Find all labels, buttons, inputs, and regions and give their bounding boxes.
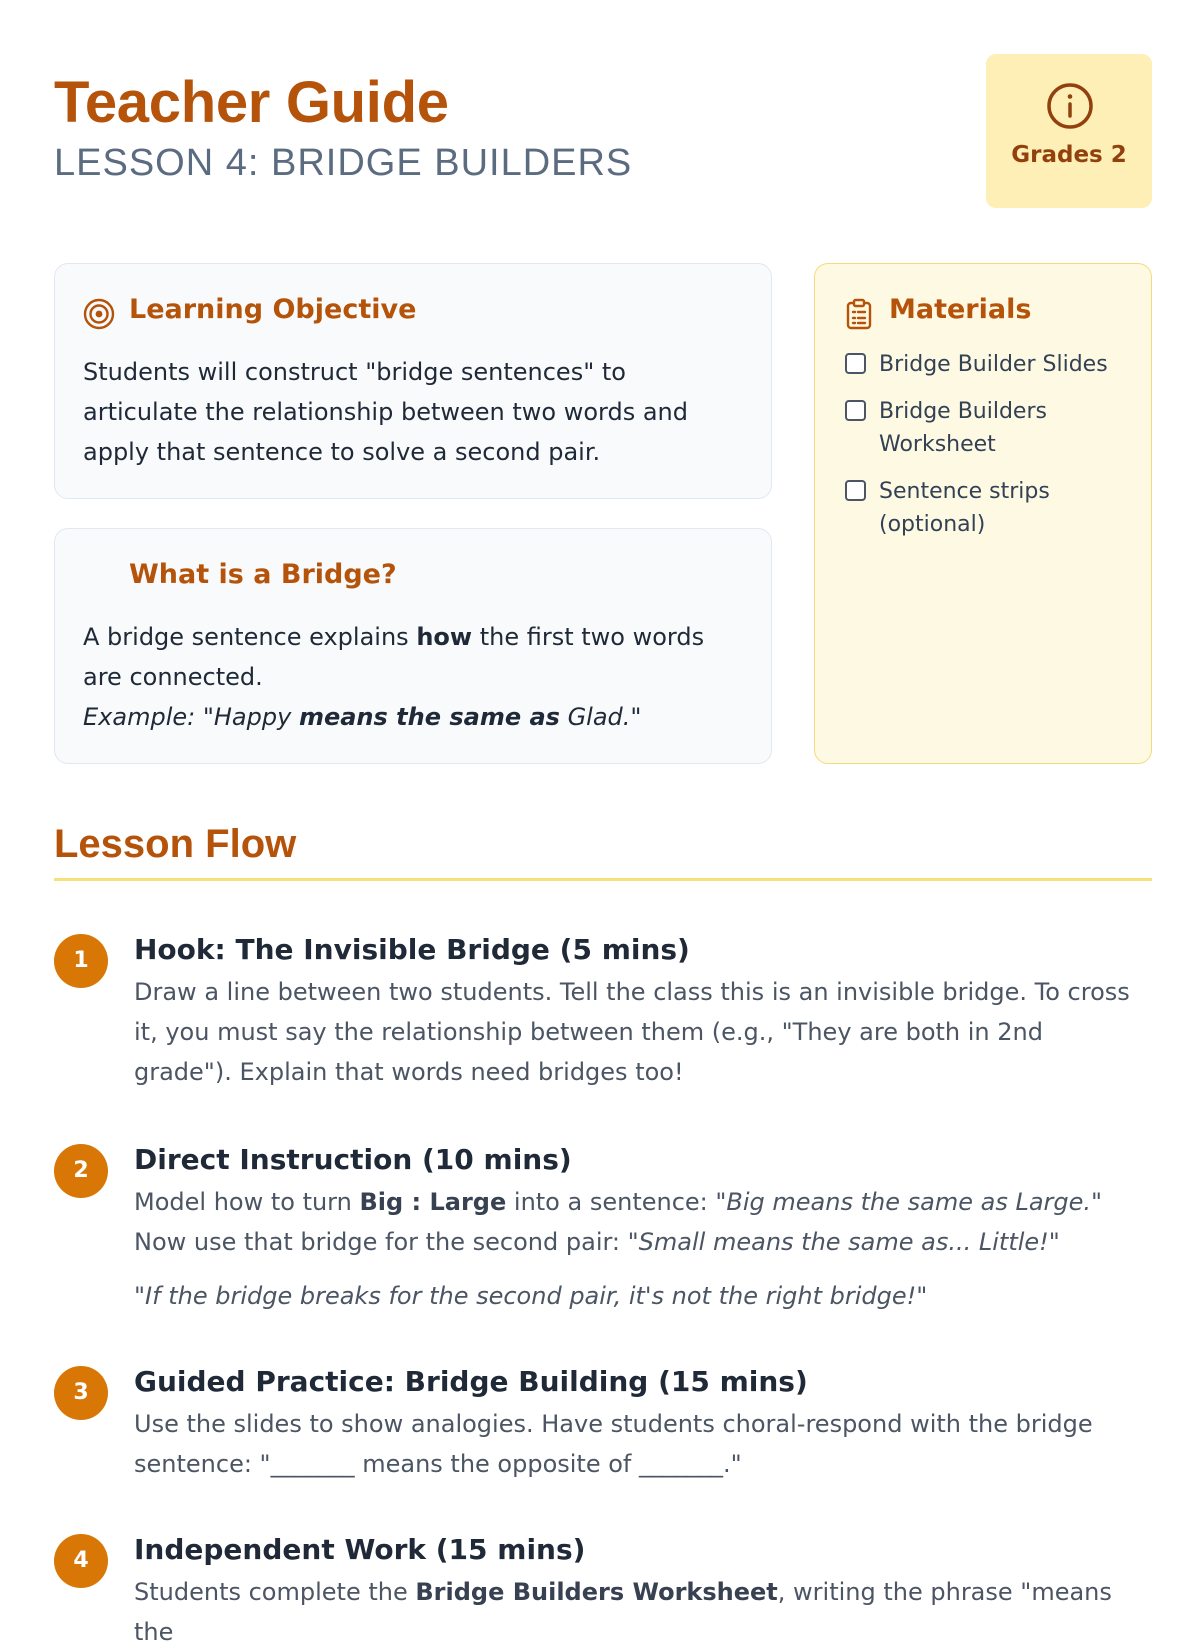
- teacher-guide-page: [54, 0, 1152, 1646]
- info-icon: [1046, 82, 1094, 130]
- material-label: Sentence strips (optional): [879, 479, 1050, 537]
- step-number-badge: 4: [54, 1534, 108, 1588]
- step-title: Direct Instruction (10 mins): [134, 1143, 572, 1176]
- materials-list: [843, 348, 1143, 555]
- material-checkbox[interactable]: [845, 400, 866, 421]
- step-bold-word: Large: [429, 1188, 507, 1216]
- material-item: [843, 348, 1143, 381]
- bridge-text-start: A bridge sentence explains: [83, 623, 417, 651]
- step-title: Independent Work (15 mins): [134, 1533, 586, 1566]
- bridge-example-start: Example: "Happy: [83, 703, 299, 731]
- step-example: "Big means the same as Large.": [715, 1188, 1103, 1216]
- step-text: Model how to turn: [134, 1188, 360, 1216]
- clipboard-icon: [843, 298, 875, 330]
- step-text: into a sentence:: [506, 1188, 716, 1216]
- what-is-bridge-card: [54, 528, 772, 764]
- step-quote: "If the bridge breaks for the second pair, it's not the right bridge!": [134, 1282, 928, 1310]
- material-item: [843, 475, 1143, 541]
- materials-card: [814, 263, 1152, 764]
- grade-badge: [986, 54, 1152, 208]
- step-title: Hook: The Invisible Bridge (5 mins): [134, 933, 690, 966]
- material-checkbox[interactable]: [845, 480, 866, 501]
- learning-objective-heading: Learning Objective: [129, 294, 417, 325]
- bridge-text-end: the first two words are connected.: [83, 623, 705, 691]
- step-number-badge: 3: [54, 1366, 108, 1420]
- what-is-bridge-heading: What is a Bridge?: [129, 559, 397, 590]
- step-text: Now use that bridge for the second pair:: [134, 1228, 628, 1256]
- lesson-flow-heading: Lesson Flow: [54, 822, 297, 866]
- lesson-flow-divider: [54, 878, 1152, 881]
- learning-objective-card: [54, 263, 772, 499]
- bridge-text-how: how: [416, 623, 473, 651]
- learning-objective-text: Students will construct "bridge sentences" to articulate the relationship between two words and apply that sentence to solve a second pair.: [83, 358, 688, 466]
- bridge-example-bold: means the same as: [298, 703, 560, 731]
- step-description: Draw a line between two students. Tell the class this is an invisible bridge. To cross it, you must say the relationship between them (e.g., "They are both in 2nd grade"). Explain that words need bridges too!: [134, 978, 1130, 1086]
- step-number-badge: 1: [54, 934, 108, 988]
- worksheet-name: Bridge Builders Worksheet: [415, 1578, 778, 1606]
- material-item: [843, 395, 1143, 461]
- bridge-example: [83, 703, 641, 731]
- material-label: Bridge Builders Worksheet: [879, 399, 1047, 457]
- step-text: Students complete the: [134, 1578, 416, 1606]
- lesson-subtitle: LESSON 4: BRIDGE BUILDERS: [54, 142, 633, 184]
- materials-heading: Materials: [889, 294, 1032, 325]
- step-description: [134, 1182, 1146, 1262]
- step-bold-colon: :: [403, 1188, 430, 1216]
- what-is-bridge-text: [83, 617, 743, 737]
- step-bold-word: Big: [359, 1188, 404, 1216]
- target-icon: [83, 298, 115, 330]
- material-label: Bridge Builder Slides: [879, 352, 1108, 377]
- material-checkbox[interactable]: [845, 353, 866, 374]
- step-description: [134, 1572, 1146, 1652]
- step-text: , writing the phrase "means the: [134, 1578, 1112, 1646]
- page-title: Teacher Guide: [54, 70, 449, 135]
- bridge-example-end: Glad.": [559, 703, 642, 731]
- grade-label: Grades 2: [1011, 142, 1127, 168]
- step-description: Use the slides to show analogies. Have students choral-respond with the bridge sentence: "_______ means the opposite of _______.": [134, 1410, 1093, 1478]
- step-example: "Small means the same as... Little!": [627, 1228, 1060, 1256]
- step-title: Guided Practice: Bridge Building (15 mins): [134, 1365, 808, 1398]
- step-number-badge: 2: [54, 1144, 108, 1198]
